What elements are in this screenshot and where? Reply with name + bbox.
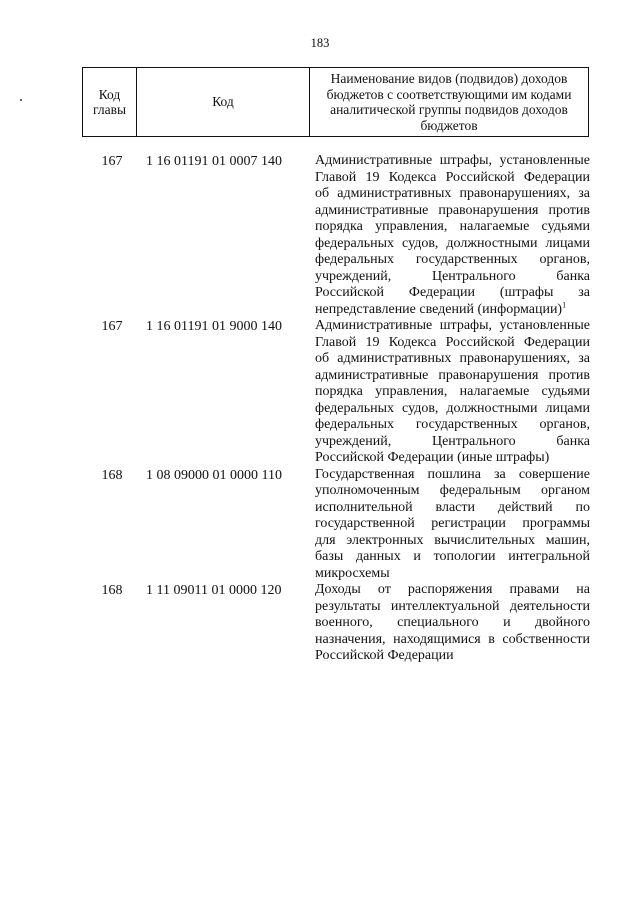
income-name-line: учреждений, Центрального банка (315, 268, 590, 284)
header-name-line3: аналитической группы подвидов доходов (330, 102, 568, 117)
income-code: 1 11 09011 01 0000 120 (146, 583, 282, 598)
table-row (82, 318, 590, 467)
income-name (314, 467, 590, 583)
income-name-line: административные правонарушения против (315, 367, 590, 383)
header-name (310, 68, 589, 137)
chapter-code: 167 (101, 154, 123, 169)
income-name-line: непредставление сведений (информации)$^1$ (315, 299, 567, 317)
income-name-line: исполнительной власти действий по (315, 499, 590, 515)
income-name-line: Главой 19 Кодекса Российской Федерации (315, 169, 590, 185)
table-row (82, 467, 590, 583)
header-code: Код (137, 68, 310, 137)
chapter-code: 167 (101, 319, 123, 334)
income-name-line: базы данных и топологии интегральной (315, 549, 590, 564)
income-name-line: Главой 19 Кодекса Российской Федерации (315, 334, 590, 350)
income-name-line: федеральных государственных органов, (315, 252, 590, 267)
income-name-line: административные правонарушения против (315, 202, 590, 218)
income-name-line: Административные штрафы, установленные (315, 153, 590, 168)
income-name-line: об административных правонарушениях, за (315, 186, 590, 201)
income-name-line: учреждений, Центрального банка (315, 433, 590, 449)
footnote-mark: 1 (562, 299, 567, 309)
page-number: 183 (310, 36, 330, 50)
header-chapter-code-line2: главы (92, 102, 127, 117)
income-name-line: федеральных судов, должностными лицами (315, 400, 590, 416)
income-name-line: Российской Федерации (иные штрафы) (315, 450, 550, 465)
income-name-line: порядка управления, налагаемые судьями (315, 219, 590, 234)
table-body (82, 153, 590, 665)
scan-speck (20, 99, 22, 101)
income-name-line: микросхемы (315, 565, 390, 581)
income-name-line: Российской Федерации (315, 648, 454, 663)
income-name-line: результаты интеллектуальной деятельности (315, 598, 590, 614)
table-header (82, 67, 589, 137)
table-row (82, 153, 590, 318)
header-name-line1: Наименование видов (подвидов) доходов (330, 71, 568, 86)
income-code: 1 16 01191 01 0007 140 (146, 154, 282, 169)
header-chapter-code (83, 68, 137, 137)
income-name-line: назначения, находящимися в собственности (315, 631, 590, 647)
chapter-code: 168 (101, 583, 123, 598)
income-code: 1 16 01191 01 9000 140 (146, 319, 282, 334)
income-name (314, 582, 590, 665)
table-row (82, 582, 590, 665)
income-name-line: Российской Федерации (штрафы за (315, 285, 590, 300)
income-name (314, 318, 590, 467)
income-name-line: федеральных судов, должностными лицами (315, 235, 590, 251)
income-name-line: порядка управления, налагаемые судьями (315, 384, 590, 399)
income-name (314, 153, 590, 318)
chapter-code: 168 (101, 467, 123, 483)
income-name-line: Административные штрафы, установленные (315, 318, 590, 333)
income-name-line: государственной регистрации программы (315, 516, 590, 531)
income-name-line: уполномоченным федеральным органом (315, 483, 590, 498)
header-chapter-code-line1: Код (98, 86, 121, 102)
header-name-line4: бюджетов (420, 117, 478, 133)
income-name-line: для электронных вычислительных машин, (315, 532, 590, 548)
income-name-line: об административных правонарушениях, за (315, 351, 590, 366)
income-name-line: Доходы от распоряжения правами на (315, 582, 590, 597)
income-name-line: федеральных государственных органов, (315, 417, 590, 432)
income-name-line: военного, специального и двойного (315, 615, 590, 630)
income-code: 1 08 09000 01 0000 110 (146, 467, 282, 483)
header-name-line2: бюджетов с соответствующими им кодами (326, 86, 572, 102)
income-name-line: Государственная пошлина за совершение (315, 466, 590, 482)
